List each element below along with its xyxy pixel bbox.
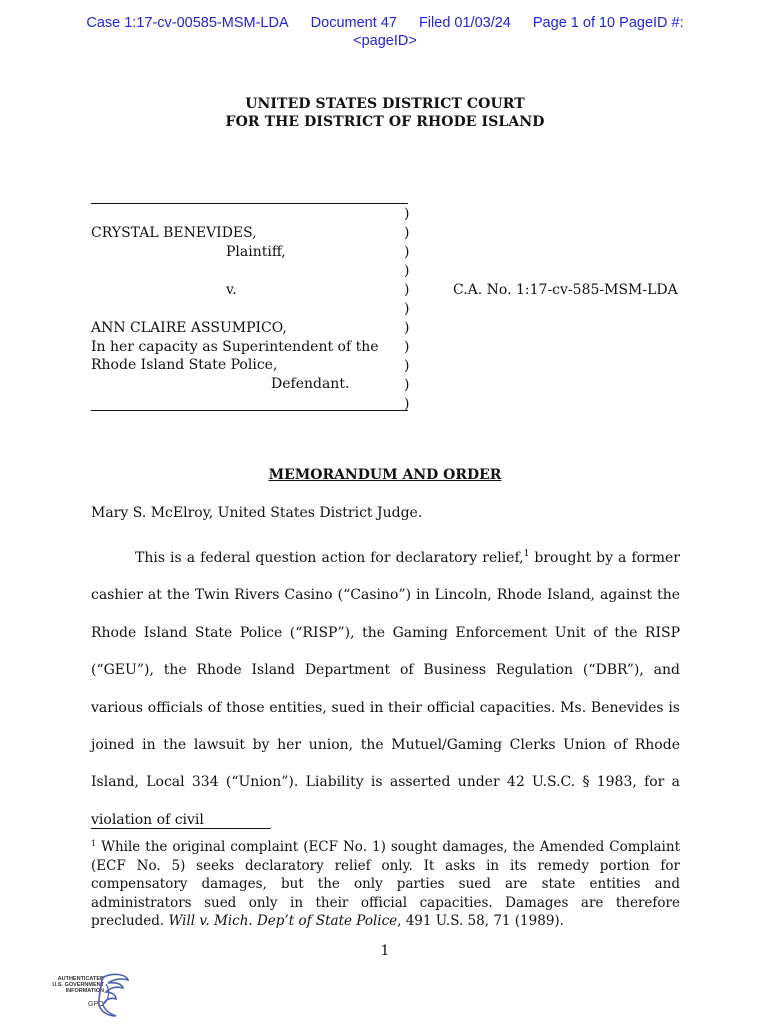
page-count: Page 1 of 10 PageID #: — [532, 15, 684, 31]
case-number-caption: C.A. No. 1:17-cv-585-MSM-LDA — [453, 282, 678, 298]
body-text-before-note: This is a federal question action for declaratory relief, — [135, 550, 524, 566]
caption-paren: ) — [404, 225, 410, 241]
court-title-line1: UNITED STATES DISTRICT COURT — [245, 96, 525, 112]
caption-top-rule — [91, 203, 408, 204]
caption-paren: ) — [404, 339, 410, 355]
body-text-after-note: brought by a former cashier at the Twin Rivers Casino (“Casino”) in Lincoln, Rhode Island, against the Rhode Island State Police (“RISP”), the Gaming Enforcement Unit of the RISP (“GEU”), the Rhode Island Department of Business Regulation (“DBR”), and various officials of those entities, sued in their official capacities. Ms. Benevides is joined in the lawsuit by her union, the Mutuel/Gaming Clerks Union of Rhode Island, Local 334 (“Union”). Liability is asserted under 42 U.S.C. § 1983, for a violation of civil — [91, 550, 680, 828]
footnote-citation-case: Will v. Mich. Dep’t of State Police — [168, 913, 398, 929]
footnote-text: While the original complaint (ECF No. 1) sought damages, the Amended Complaint (ECF No. 5) seeks declaratory relief only. It asks in its remedy portion for compensatory damages, but the only parties sued are state entities and administrators sued only in their official capacities. Damages are therefore precluded. — [91, 839, 680, 929]
caption-parentheses — [404, 205, 409, 414]
plaintiff-role: Plaintiff, — [226, 244, 286, 260]
gpo-logo-line3: INFORMATION — [65, 988, 104, 995]
caption-paren: ) — [404, 320, 410, 336]
filed-date: Filed 01/03/24 — [418, 15, 511, 31]
gpo-authentication-logo — [44, 972, 134, 1018]
footnote — [91, 838, 680, 931]
caption-paren: ) — [404, 301, 410, 317]
defendant-capacity-line1: In her capacity as Superintendent of the — [91, 339, 379, 355]
page-id: <pageID> — [353, 33, 417, 49]
gpo-logo-text — [44, 976, 104, 995]
defendant-capacity-line2: Rhode Island State Police, — [91, 357, 278, 373]
gpo-logo-line2: U.S. GOVERNMENT — [52, 982, 104, 989]
caption-bottom-rule — [91, 410, 408, 411]
plaintiff-name: CRYSTAL BENEVIDES, — [91, 225, 257, 241]
caption-paren: ) — [404, 244, 410, 260]
gpo-eagle-icon — [96, 972, 132, 1018]
caption-paren: ) — [404, 282, 410, 298]
caption-paren: ) — [404, 206, 410, 222]
page-number: 1 — [380, 943, 390, 959]
opinion-paragraph — [91, 540, 680, 839]
versus: v. — [226, 282, 237, 298]
caption-paren: ) — [404, 358, 410, 374]
gpo-logo-line1: AUTHENTICATED — [57, 976, 104, 982]
footnote-separator — [91, 828, 271, 829]
court-filing-header — [0, 14, 770, 50]
document-title: MEMORANDUM AND ORDER — [268, 467, 502, 483]
defendant-name: ANN CLAIRE ASSUMPICO, — [91, 320, 287, 336]
defendant-role: Defendant. — [271, 376, 350, 392]
caption-paren: ) — [404, 377, 410, 393]
document-number: Document 47 — [310, 15, 397, 31]
footnote-reference: 1 — [523, 549, 530, 559]
judge-line: Mary S. McElroy, United States District Judge. — [91, 505, 423, 521]
footnote-citation-rest: , 491 U.S. 58, 71 (1989). — [397, 913, 564, 929]
case-number: Case 1:17-cv-00585-MSM-LDA — [86, 15, 289, 31]
court-title-line2: FOR THE DISTRICT OF RHODE ISLAND — [225, 114, 545, 130]
gpo-mark: GPO — [88, 1001, 104, 1008]
caption-paren: ) — [404, 263, 410, 279]
court-title — [0, 95, 770, 131]
footnote-marker: 1 — [91, 839, 97, 848]
caption-paren: ) — [404, 396, 410, 412]
